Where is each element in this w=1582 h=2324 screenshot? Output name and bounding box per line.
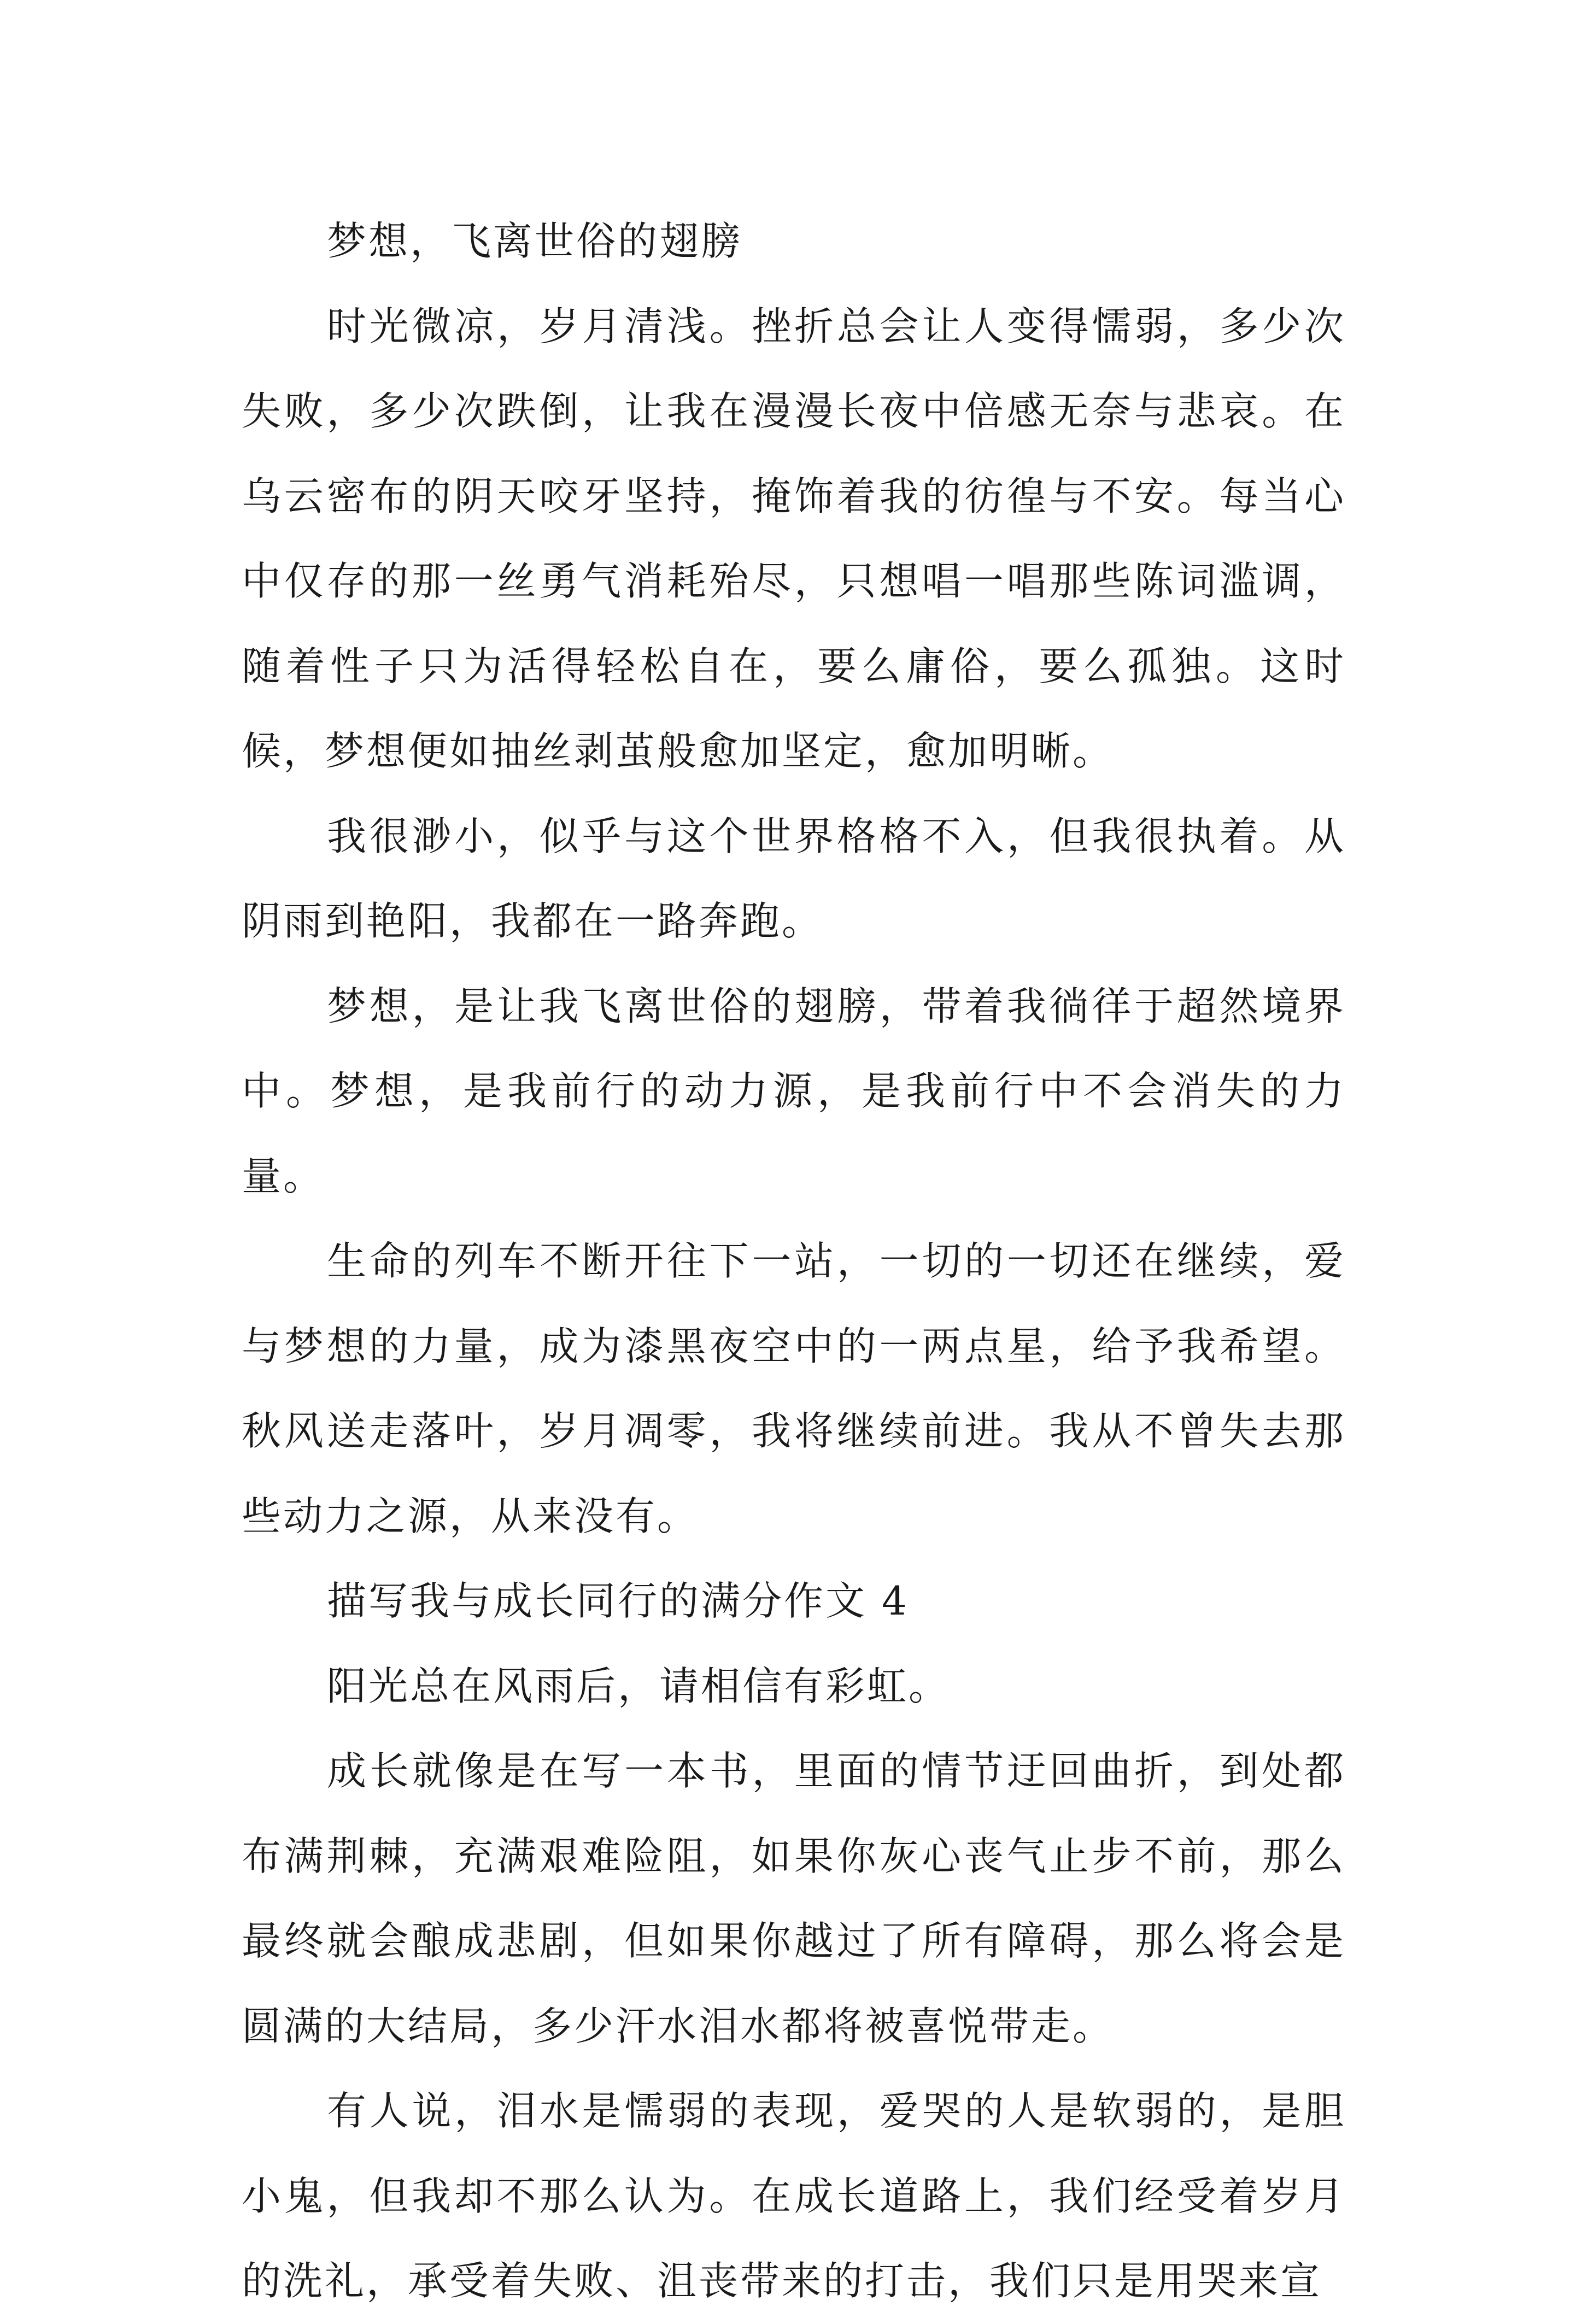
body-paragraph: 成长就像是在写一本书，里面的情节迂回曲折，到处都布满荆棘，充满艰难险阻，如果你灰心丧气止步不前，那么最终就会酿成悲剧，但如果你越过了所有障碍，那么将会是圆满的大结局，多少汗水泪水都将被喜悦带走。 — [242, 1748, 1346, 2049]
body-paragraph: 阳光总在风雨后，请相信有彩虹。 — [327, 1663, 951, 1709]
body-paragraph: 时光微凉，岁月清浅。挫折总会让人变得懦弱，多少次失败，多少次跌倒，让我在漫漫长夜中倍感无奈与悲哀。在乌云密布的阴天咬牙坚持，掩饰着我的彷徨与不安。每当心中仅存的那一丝勇气消耗殆尽，只想唱一唱那些陈词滥调，随着性子只为活得轻松自在，要么庸俗，要么孤独。这时候，梦想便如抽丝剥茧般愈加坚定，愈加明晰。 — [242, 303, 1346, 774]
document-body — [242, 199, 1346, 2324]
section-heading: 描写我与成长同行的满分作文 4 — [327, 1578, 909, 1624]
body-paragraph: 梦想，是让我飞离世俗的翅膀，带着我徜徉于超然境界中。梦想，是我前行的动力源，是我前行中不会消失的力量。 — [242, 983, 1346, 1199]
body-paragraph: 我很渺小，似乎与这个世界格格不入，但我很执着。从阴雨到艳阳，我都在一路奔跑。 — [242, 813, 1346, 944]
body-paragraph: 生命的列车不断开往下一站，一切的一切还在继续，爱与梦想的力量，成为漆黑夜空中的一两点星，给予我希望。秋风送走落叶，岁月凋零，我将继续前进。我从不曾失去那些动力之源，从来没有。 — [242, 1238, 1346, 1539]
body-paragraph: 有人说，泪水是懦弱的表现，爱哭的人是软弱的，是胆小鬼，但我却不那么认为。在成长道路上，我们经受着岁月的洗礼，承受着失败、沮丧带来的打击，我们只是用哭来宣 — [242, 2088, 1346, 2304]
essay-title-paragraph: 梦想，飞离世俗的翅膀 — [327, 218, 743, 264]
